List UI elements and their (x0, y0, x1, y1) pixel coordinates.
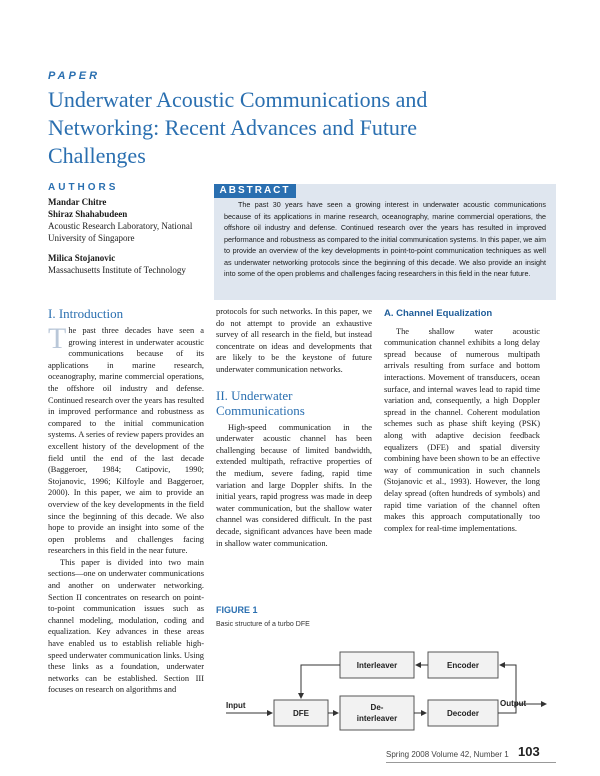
interleaver-label: Interleaver (356, 661, 398, 670)
author-name: Shiraz Shahabudeen (48, 209, 128, 219)
turbo-dfe-diagram (216, 632, 556, 738)
authors-label: AUTHORS (48, 182, 119, 193)
body-paragraph: High-speed communication in the underwater acoustic channel has been challenging because of limited bandwidth, extended multipath, refractive properties of the medium, severe fading, rapid time variation and large Doppler shifts. In the initial years, rapid progress was made in deep water communication, but the shallow water channel was considered difficult. In the past decade, significant advances have been made in shallow water communication. (216, 422, 372, 548)
body-paragraph: The shallow water acoustic communication channel exhibits a long delay spread because of numerous multipath arrivals resulting from surface and bottom interactions. Movement of transducers, ocean surface, and internal waves lead to rapid time variation and, consequently, a high Doppler spread in the channel. Coherent modulation schemes such as phase shift keying (PSK) along with adaptive decision feedback equalizers (DFE) and spatial diversity combining have been shown to be an effective way of communication in such channels (Stojanovic et al., 1993). However, the long delay spread (often hundreds of symbols) and rapid time variation of the channel often makes this approach computationally too complex for real-time implementations. (384, 326, 540, 533)
figure-caption: Basic structure of a turbo DFE (216, 621, 310, 628)
page-number: 103 (518, 744, 540, 759)
paper-title (48, 86, 568, 170)
column-3 (384, 308, 540, 534)
title-line-3: Challenges (48, 143, 146, 168)
abstract-label: ABSTRACT (214, 184, 296, 198)
input-label: Input (226, 701, 246, 710)
body-paragraph: This paper is divided into two main sections—one on underwater communications and another on underwater networking. Section II concentrates on research on point-to-point communication issues such as channel modeling, modulation, coding and equalization. Key advances in these areas have enabled us to establish reliable high-speed underwater communication links. Using these links as a foundation, underwater networks can be established. Section III focuses on research on algorithms and (48, 557, 204, 695)
heading-line: II. Underwater (216, 387, 293, 403)
author-affiliation: Acoustic Research Laboratory, National (48, 221, 193, 231)
title-line-2: Networking: Recent Advances and Future (48, 115, 418, 140)
figure-label: FIGURE 1 (216, 605, 258, 615)
author-affiliation: University of Singapore (48, 233, 135, 243)
column-1 (48, 306, 204, 696)
footer-rule (386, 762, 556, 763)
output-label: Output (500, 699, 527, 708)
deinterleaver-box (340, 696, 414, 730)
abstract-text: The past 30 years have seen a growing interest in underwater acoustic communications because of its applications in marine research, oceanography, marine commercial operations, the offshore oil industry and defense. Continued research over the years has resulted in improved performance and robustness as compared to the initial communication systems. In this paper, we aim to provide an overview of the key developments in point-to-point communication techniques as well as underwater networking protocols since the beginning of this decade. We also provide an insight into some of the open problems and challenges facing researchers in this field in the near future. (224, 200, 546, 278)
author-name: Mandar Chitre (48, 197, 107, 207)
encoder-label: Encoder (446, 661, 480, 670)
deinterleaver-label-2: interleaver (356, 714, 398, 723)
encoder-box (428, 652, 498, 678)
deinterleaver-label-1: De- (370, 703, 384, 712)
dfe-label: DFE (293, 709, 309, 718)
issue-info: Spring 2008 Volume 42, Number 1 (386, 750, 509, 759)
column-2 (216, 306, 372, 549)
author-name: Milica Stojanovic (48, 253, 116, 263)
section-heading-introduction: I. Introduction (48, 306, 124, 321)
author-affiliation: Massachusetts Institute of Technology (48, 265, 186, 275)
interleaver-box (340, 652, 414, 678)
drop-cap: T (48, 322, 67, 355)
paper-tag: PAPER (48, 70, 101, 82)
abstract-box (214, 184, 556, 300)
body-paragraph (48, 322, 204, 557)
section-heading-communications (216, 388, 372, 418)
subsection-heading: A. Channel Equalization (384, 308, 493, 319)
paragraph-text: he past three decades have seen a growing interest in underwater acoustic communications because of its applications in marine research, oceanography, marine commercial operations, the offshore oil industry and defense. Continued research over the years has resulted in improved performance and robustness as compared to the initial communication systems. A series of review papers provides an excellent history of the development of the field until the end of the last decade (Baggeroer, 1984; Catipovic, 1990; Stojanovic, 1996; Kilfoyle and Baggeroer, 2000). In this paper, we aim to provide an overview of the key developments in the field since the beginning of this decade. We also hope to provide an insight into some of the open problems and challenges facing researchers in this field in the near future. (48, 326, 204, 556)
dfe-box (274, 700, 328, 726)
heading-line: Communications (216, 402, 305, 418)
decoder-box (428, 700, 498, 726)
decoder-label: Decoder (446, 709, 480, 718)
body-paragraph: protocols for such networks. In this paper, we do not attempt to provide an exhaustive survey of all research in the field, but instead concentrate on ideas and developments that are likely to be the keystone of future underwater communication networks. (216, 307, 372, 374)
author-group-2 (48, 252, 208, 276)
author-group-1 (48, 196, 208, 244)
title-line-1: Underwater Acoustic Communications and (48, 87, 428, 112)
